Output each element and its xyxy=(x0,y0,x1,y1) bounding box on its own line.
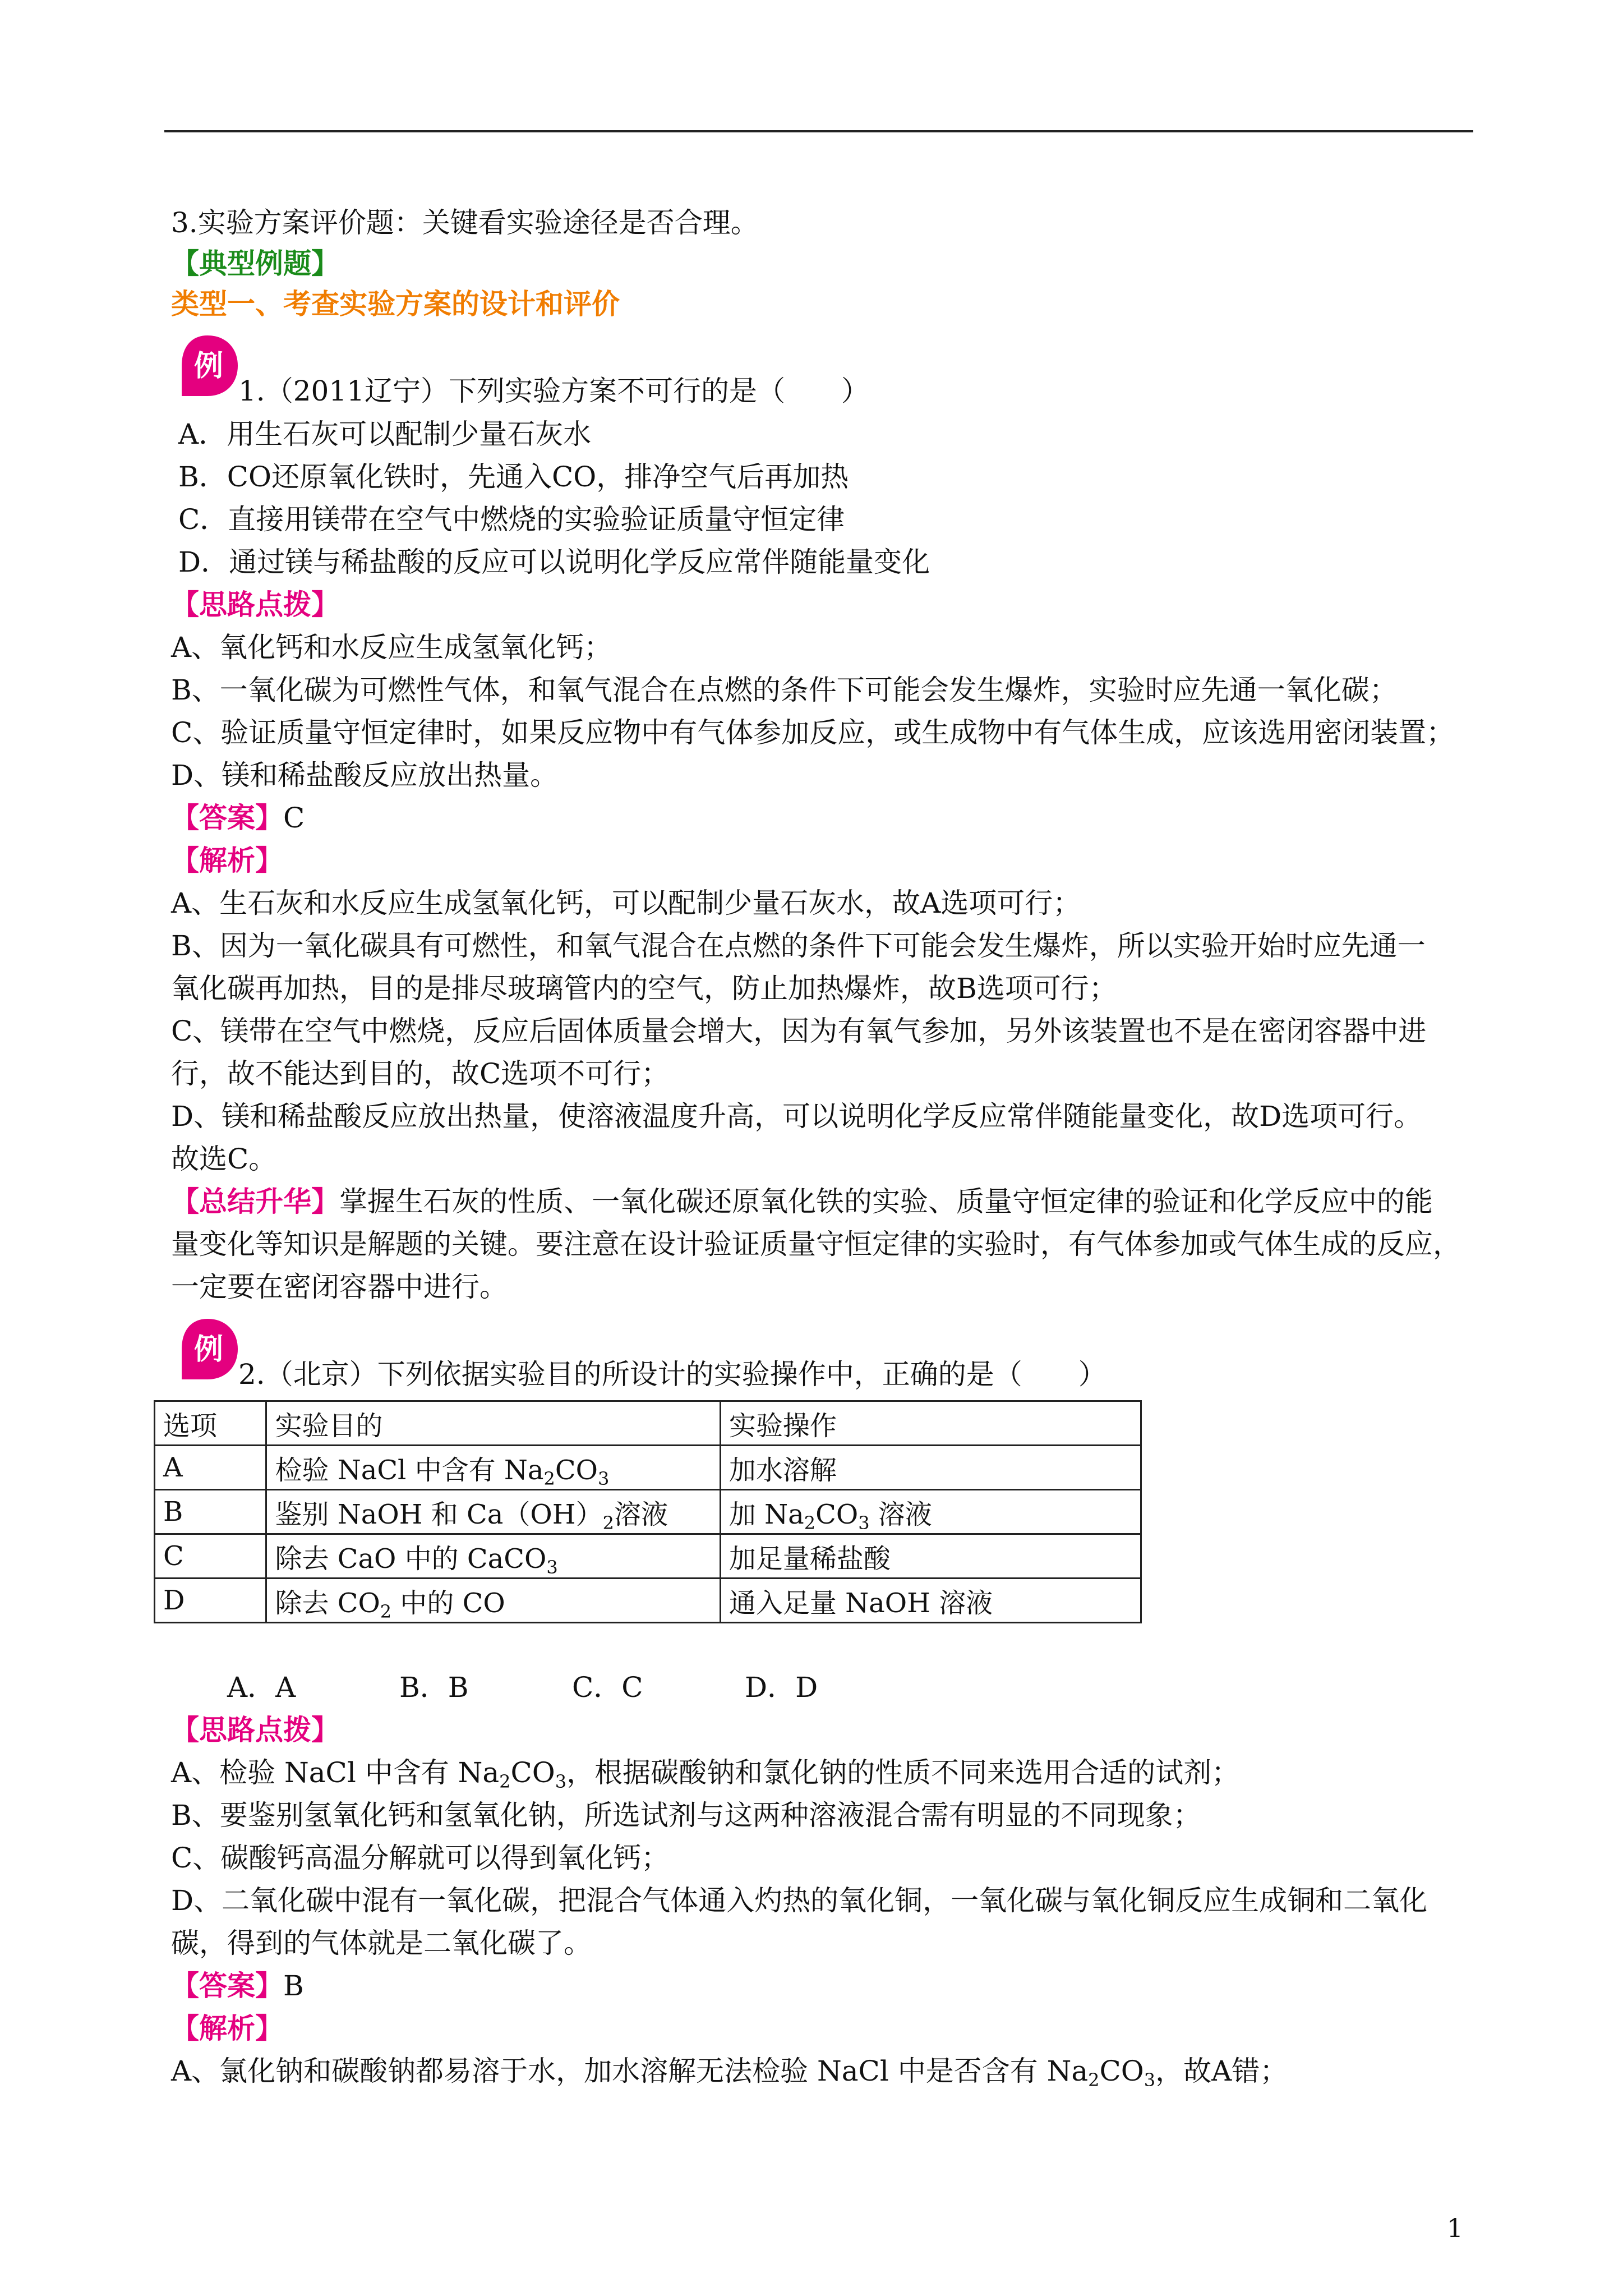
ex2-answer xyxy=(171,1968,304,2004)
table-header-cell: 选项 xyxy=(155,1401,266,1446)
ex2-answer-value: B xyxy=(283,1970,304,2002)
ex1-analysis-line: B、因为一氧化碳具有可燃性，和氧气混合在点燃的条件下可能会发生爆炸，所以实验开始时应先通一 xyxy=(171,930,1426,962)
ex1-analysis-line: A、生石灰和水反应生成氢氧化钙，可以配制少量石灰水，故A选项可行； xyxy=(171,887,1081,919)
badge-char: 例 xyxy=(193,1333,224,1366)
ex1-hint-c: C、验证质量守恒定律时，如果反应物中有气体参加反应，或生成物中有气体生成，应该选用密闭装置； xyxy=(171,716,1455,749)
ex1-analysis-line: C、镁带在空气中燃烧，反应后固体质量会增大，因为有氧气参加，另外该装置也不是在密闭容器中进 xyxy=(171,1015,1427,1047)
table-row xyxy=(155,1490,1141,1534)
ex1-analysis-line: D、镁和稀盐酸反应放出热量，使溶液温度升高，可以说明化学反应常伴随能量变化，故D选项可行。 xyxy=(171,1100,1422,1133)
table-cell-option: C xyxy=(155,1534,266,1579)
ex1-hint-b: B、一氧化碳为可燃性气体，和氧气混合在点燃的条件下可能会发生爆炸，实验时应先通一氧化碳； xyxy=(171,674,1398,706)
example-badge-icon xyxy=(174,332,241,399)
ex1-option-d: D．通过镁与稀盐酸的反应可以说明化学反应常伴随能量变化 xyxy=(178,546,930,578)
ex2-hint-label: 【思路点拨】 xyxy=(171,1714,339,1746)
table-cell-operation: 加 $Na_2CO_3$ 溶液 xyxy=(720,1490,1141,1534)
header-rule xyxy=(164,130,1473,132)
ex1-analysis-label: 【解析】 xyxy=(171,844,283,877)
ex1-answer-label: 【答案】 xyxy=(171,802,283,834)
ex1-hint-d: D、镁和稀盐酸反应放出热量。 xyxy=(171,759,559,792)
ex1-option-a: A．用生石灰可以配制少量石灰水 xyxy=(178,418,592,450)
ex1-summary-text: 掌握生石灰的性质、一氧化碳还原氧化铁的实验、质量守恒定律的验证和化学反应中的能 xyxy=(339,1185,1433,1218)
ex2-hint-d: D、二氧化碳中混有一氧化碳，把混合气体通入灼热的氧化铜，一氧化碳与氧化铜反应生成铜和二氧化 xyxy=(171,1884,1428,1917)
table-cell-purpose: 除去 CaO 中的 CaCO$_3$ xyxy=(266,1534,720,1579)
table-cell-purpose: 鉴别 NaOH 和 $Ca(OH)_2$溶液 xyxy=(266,1490,720,1534)
table-row xyxy=(155,1579,1141,1623)
table-cell-option: B xyxy=(155,1490,266,1534)
table-cell-purpose: 检验 NaCl 中含有 $Na_2CO_3$ xyxy=(266,1446,720,1490)
table-cell-option: D xyxy=(155,1579,266,1623)
section-header: 【典型例题】 xyxy=(171,247,339,280)
ex2-choice-b: B．B xyxy=(399,1671,469,1704)
ex1-answer-value: C xyxy=(283,802,305,834)
intro-text: 3.实验方案评价题：关键看实验途径是否合理。 xyxy=(171,206,759,239)
ex2-hint-d-cont: 碳，得到的气体就是二氧化碳了。 xyxy=(171,1927,592,1959)
ex2-hint-c: C、碳酸钙高温分解就可以得到氧化钙； xyxy=(171,1842,670,1874)
table-cell-operation: 加足量稀盐酸 xyxy=(720,1534,1141,1579)
ex1-summary-line: 一定要在密闭容器中进行。 xyxy=(171,1271,508,1303)
ex1-summary-label: 【总结升华】 xyxy=(171,1185,339,1218)
table-header-cell: 实验目的 xyxy=(266,1401,720,1446)
ex2-analysis-label: 【解析】 xyxy=(171,2012,283,2045)
table-cell-operation: 通入足量 NaOH 溶液 xyxy=(720,1579,1141,1623)
example-badge-icon xyxy=(174,1315,241,1383)
badge-char: 例 xyxy=(193,349,224,383)
ex2-hint-b: B、要鉴别氢氧化钙和氢氧化钠，所选试剂与这两种溶液混合需有明显的不同现象； xyxy=(171,1799,1201,1832)
ex1-answer xyxy=(171,800,305,836)
ex2-hint-a: A、检验 NaCl 中含有 $Na_2CO_3$，根据碳酸钠和氯化钠的性质不同来选用合适的试剂； xyxy=(171,1756,1240,1792)
ex1-analysis-line: 故选C。 xyxy=(171,1143,277,1175)
ex1-option-b: B．CO还原氧化铁时，先通入CO，排净空气后再加热 xyxy=(178,461,849,493)
type-title: 类型一、考查实验方案的设计和评价 xyxy=(171,288,620,320)
ex2-choice-c: C．C xyxy=(572,1671,643,1704)
ex1-summary-line: 量变化等知识是解题的关键。要注意在设计验证质量守恒定律的实验时，有气体参加或气体生成的反应， xyxy=(171,1228,1461,1260)
table-header-cell: 实验操作 xyxy=(720,1401,1141,1446)
ex1-option-c: C．直接用镁带在空气中燃烧的实验验证质量守恒定律 xyxy=(178,503,845,536)
ex2-choice-a: A．A xyxy=(227,1671,296,1704)
ex1-question: 1.（2011辽宁）下列实验方案不可行的是（ ） xyxy=(238,375,869,407)
ex1-hint-label: 【思路点拨】 xyxy=(171,588,339,621)
ex2-analysis-a: A、氯化钠和碳酸钠都易溶于水，加水溶解无法检验 NaCl 中是否含有 $Na_2CO_3$，故A错； xyxy=(171,2055,1288,2091)
ex1-hint-a: A、氧化钙和水反应生成氢氧化钙； xyxy=(171,631,612,664)
table-cell-operation: 加水溶解 xyxy=(720,1446,1141,1490)
options-table xyxy=(154,1400,1142,1623)
page-number: 1 xyxy=(1446,2213,1463,2243)
ex2-choice-d: D．D xyxy=(745,1671,818,1704)
table-cell-purpose: 除去 $CO_2$ 中的 CO xyxy=(266,1579,720,1623)
table-row xyxy=(155,1534,1141,1579)
ex1-analysis-line: 氧化碳再加热，目的是排尽玻璃管内的空气，防止加热爆炸，故B选项可行； xyxy=(171,972,1117,1005)
table-header-row xyxy=(155,1401,1141,1446)
ex1-summary-first xyxy=(171,1184,1433,1220)
ex2-question: 2.（北京）下列依据实验目的所设计的实验操作中，正确的是（ ） xyxy=(238,1358,1106,1391)
table-row xyxy=(155,1446,1141,1490)
ex1-analysis-line: 行，故不能达到目的，故C选项不可行； xyxy=(171,1057,670,1090)
ex2-answer-label: 【答案】 xyxy=(171,1970,283,2002)
table-cell-option: A xyxy=(155,1446,266,1490)
